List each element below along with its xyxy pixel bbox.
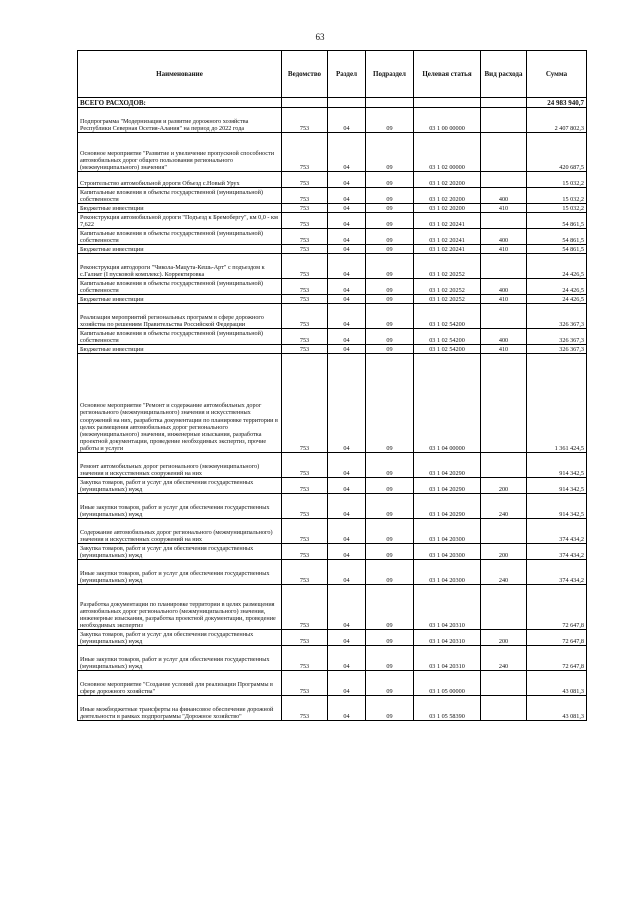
row-expense-type: 200 bbox=[481, 544, 527, 560]
row-expense-type bbox=[481, 133, 527, 172]
row-sum: 24 426,5 bbox=[527, 279, 587, 295]
table-row bbox=[78, 345, 587, 354]
total-sum: 24 983 940,7 bbox=[527, 98, 587, 108]
row-ved: 753 bbox=[282, 544, 328, 560]
row-target: 03 1 02 20200 bbox=[414, 204, 481, 213]
row-podrazdel: 09 bbox=[366, 229, 414, 245]
row-ved: 753 bbox=[282, 188, 328, 204]
row-sum: 54 861,5 bbox=[527, 213, 587, 229]
table-row bbox=[78, 295, 587, 304]
col-header-podrazdel: Подраздел bbox=[366, 51, 414, 98]
row-ved: 753 bbox=[282, 354, 328, 453]
table-row bbox=[78, 354, 587, 453]
table-row bbox=[78, 519, 587, 544]
row-name: Иные закупки товаров, работ и услуг для обеспечения государственных (муниципальных) нужд bbox=[78, 560, 282, 585]
row-target: 03 1 04 20300 bbox=[414, 519, 481, 544]
row-ved: 753 bbox=[282, 453, 328, 478]
row-expense-type bbox=[481, 108, 527, 133]
row-sum: 24 426,5 bbox=[527, 254, 587, 279]
table-row bbox=[78, 453, 587, 478]
row-podrazdel: 09 bbox=[366, 494, 414, 519]
row-razdel: 04 bbox=[328, 494, 366, 519]
row-razdel: 04 bbox=[328, 329, 366, 345]
row-podrazdel: 09 bbox=[366, 329, 414, 345]
table-row bbox=[78, 478, 587, 494]
row-name: Капитальные вложения в объекты государственной (муниципальной) собственности bbox=[78, 229, 282, 245]
row-razdel: 04 bbox=[328, 560, 366, 585]
row-ved: 753 bbox=[282, 245, 328, 254]
row-target: 03 1 04 20290 bbox=[414, 478, 481, 494]
row-ved: 753 bbox=[282, 519, 328, 544]
row-razdel: 04 bbox=[328, 229, 366, 245]
row-target: 03 1 02 20252 bbox=[414, 279, 481, 295]
table-row bbox=[78, 108, 587, 133]
row-name: Закупка товаров, работ и услуг для обеспечения государственных (муниципальных) нужд bbox=[78, 478, 282, 494]
row-podrazdel: 09 bbox=[366, 213, 414, 229]
row-podrazdel: 09 bbox=[366, 133, 414, 172]
table-row bbox=[78, 254, 587, 279]
row-name: Бюджетные инвестиции bbox=[78, 345, 282, 354]
table-row bbox=[78, 646, 587, 671]
row-podrazdel: 09 bbox=[366, 544, 414, 560]
row-sum: 326 367,3 bbox=[527, 329, 587, 345]
row-expense-type: 200 bbox=[481, 630, 527, 646]
row-sum: 72 647,8 bbox=[527, 585, 587, 630]
row-sum: 43 081,3 bbox=[527, 671, 587, 696]
table-row bbox=[78, 133, 587, 172]
row-expense-type: 400 bbox=[481, 279, 527, 295]
row-expense-type: 410 bbox=[481, 245, 527, 254]
row-target: 03 1 04 00000 bbox=[414, 354, 481, 453]
row-razdel: 04 bbox=[328, 671, 366, 696]
table-row bbox=[78, 544, 587, 560]
row-razdel: 04 bbox=[328, 133, 366, 172]
table-row bbox=[78, 304, 587, 329]
table-row bbox=[78, 204, 587, 213]
row-target: 03 1 02 20252 bbox=[414, 295, 481, 304]
row-name: Строительство автомобильной дороги Объезд с.Новый Урух bbox=[78, 172, 282, 188]
row-target: 03 1 04 20310 bbox=[414, 630, 481, 646]
row-sum: 54 861,5 bbox=[527, 229, 587, 245]
row-razdel: 04 bbox=[328, 108, 366, 133]
table-row bbox=[78, 560, 587, 585]
row-podrazdel: 09 bbox=[366, 646, 414, 671]
col-header-razdel: Раздел bbox=[328, 51, 366, 98]
row-ved: 753 bbox=[282, 133, 328, 172]
table-row bbox=[78, 630, 587, 646]
row-ved: 753 bbox=[282, 494, 328, 519]
row-target: 03 1 02 00000 bbox=[414, 133, 481, 172]
row-sum: 914 342,5 bbox=[527, 453, 587, 478]
row-target: 03 1 02 20200 bbox=[414, 188, 481, 204]
expenditure-table bbox=[77, 50, 587, 721]
table-row bbox=[78, 494, 587, 519]
row-podrazdel: 09 bbox=[366, 304, 414, 329]
row-expense-type: 400 bbox=[481, 229, 527, 245]
row-expense-type: 410 bbox=[481, 295, 527, 304]
row-name: Бюджетные инвестиции bbox=[78, 295, 282, 304]
row-podrazdel: 09 bbox=[366, 108, 414, 133]
row-expense-type bbox=[481, 671, 527, 696]
row-expense-type bbox=[481, 519, 527, 544]
row-ved: 753 bbox=[282, 204, 328, 213]
row-podrazdel: 09 bbox=[366, 295, 414, 304]
table-row bbox=[78, 585, 587, 630]
row-razdel: 04 bbox=[328, 204, 366, 213]
row-podrazdel: 09 bbox=[366, 519, 414, 544]
row-razdel: 04 bbox=[328, 188, 366, 204]
table-row bbox=[78, 245, 587, 254]
table-row bbox=[78, 229, 587, 245]
row-target: 03 1 02 20200 bbox=[414, 172, 481, 188]
row-sum: 374 434,2 bbox=[527, 560, 587, 585]
row-sum: 1 361 424,5 bbox=[527, 354, 587, 453]
col-header-target: Целевая статья bbox=[414, 51, 481, 98]
row-podrazdel: 09 bbox=[366, 188, 414, 204]
row-name: Реализация мероприятий региональных программ в сфере дорожного хозяйства по решениям Правительства Российской Федерации bbox=[78, 304, 282, 329]
row-expense-type bbox=[481, 213, 527, 229]
row-target: 03 1 05 00000 bbox=[414, 671, 481, 696]
row-sum: 326 367,3 bbox=[527, 304, 587, 329]
table-row bbox=[78, 671, 587, 696]
row-target: 03 1 00 00000 bbox=[414, 108, 481, 133]
row-podrazdel: 09 bbox=[366, 345, 414, 354]
row-razdel: 04 bbox=[328, 172, 366, 188]
row-expense-type: 410 bbox=[481, 345, 527, 354]
row-podrazdel: 09 bbox=[366, 671, 414, 696]
row-name: Закупка товаров, работ и услуг для обеспечения государственных (муниципальных) нужд bbox=[78, 544, 282, 560]
total-row bbox=[78, 98, 587, 108]
row-razdel: 04 bbox=[328, 453, 366, 478]
row-razdel: 04 bbox=[328, 478, 366, 494]
row-name: Реконструкция автомобильной дороги "Подъезд к Бремобергу", км 0,0 - км 7,622 bbox=[78, 213, 282, 229]
row-expense-type: 240 bbox=[481, 560, 527, 585]
row-name: Иные межбюджетные трансферты на финансовое обеспечение дорожной деятельности в рамках подпрограммы "Дорожное хозяйство" bbox=[78, 696, 282, 721]
row-sum: 15 032,2 bbox=[527, 172, 587, 188]
row-expense-type bbox=[481, 453, 527, 478]
row-sum: 72 647,8 bbox=[527, 646, 587, 671]
row-podrazdel: 09 bbox=[366, 245, 414, 254]
row-name: Основное мероприятие "Развитие и увеличение пропускной способности автомобильных дорог общего пользования регионального (межмуниципального) значения" bbox=[78, 133, 282, 172]
row-name: Иные закупки товаров, работ и услуг для обеспечения государственных (муниципальных) нужд bbox=[78, 494, 282, 519]
row-razdel: 04 bbox=[328, 245, 366, 254]
row-expense-type: 200 bbox=[481, 478, 527, 494]
row-name: Содержание автомобильных дорог регионального (межмуниципального) значения и искусственных сооружений на них bbox=[78, 519, 282, 544]
table-row bbox=[78, 172, 587, 188]
row-podrazdel: 09 bbox=[366, 172, 414, 188]
row-name: Ремонт автомобильных дорог регионального (межмуниципального) значения и искусственных сооружений на них bbox=[78, 453, 282, 478]
row-expense-type bbox=[481, 696, 527, 721]
row-sum: 374 434,2 bbox=[527, 544, 587, 560]
col-header-expense-type: Вид расхода bbox=[481, 51, 527, 98]
table-row bbox=[78, 696, 587, 721]
row-ved: 753 bbox=[282, 108, 328, 133]
row-sum: 420 687,5 bbox=[527, 133, 587, 172]
row-name: Бюджетные инвестиции bbox=[78, 245, 282, 254]
row-expense-type bbox=[481, 304, 527, 329]
row-podrazdel: 09 bbox=[366, 630, 414, 646]
row-sum: 374 434,2 bbox=[527, 519, 587, 544]
table-row bbox=[78, 279, 587, 295]
row-razdel: 04 bbox=[328, 354, 366, 453]
row-sum: 24 426,5 bbox=[527, 295, 587, 304]
row-sum: 54 861,5 bbox=[527, 245, 587, 254]
row-razdel: 04 bbox=[328, 630, 366, 646]
row-ved: 753 bbox=[282, 172, 328, 188]
row-name: Реконструкция автодороги "Чиколa-Мацута-Кешь-Арт" с подъездом к с.Галиат (I пусковой комплекс). Корректировка bbox=[78, 254, 282, 279]
row-sum: 43 081,3 bbox=[527, 696, 587, 721]
row-sum: 914 342,5 bbox=[527, 478, 587, 494]
row-razdel: 04 bbox=[328, 254, 366, 279]
row-ved: 753 bbox=[282, 560, 328, 585]
row-expense-type bbox=[481, 585, 527, 630]
row-name: Иные закупки товаров, работ и услуг для обеспечения государственных (муниципальных) нужд bbox=[78, 646, 282, 671]
row-podrazdel: 09 bbox=[366, 453, 414, 478]
row-expense-type: 240 bbox=[481, 494, 527, 519]
row-target: 03 1 02 20252 bbox=[414, 254, 481, 279]
row-ved: 753 bbox=[282, 345, 328, 354]
row-expense-type bbox=[481, 354, 527, 453]
row-ved: 753 bbox=[282, 254, 328, 279]
row-name: Капитальные вложения в объекты государственной (муниципальной) собственности bbox=[78, 279, 282, 295]
row-target: 03 1 02 20241 bbox=[414, 245, 481, 254]
col-header-sum: Сумма bbox=[527, 51, 587, 98]
row-expense-type bbox=[481, 254, 527, 279]
row-razdel: 04 bbox=[328, 295, 366, 304]
row-podrazdel: 09 bbox=[366, 354, 414, 453]
row-target: 03 1 02 20241 bbox=[414, 229, 481, 245]
row-name: Разработка документации по планировке территории в целях размещения автомобильных дорог регионального (межмуниципального) значения, инженерные изыскания, разработка проектной документации, проведение необходимых экспертиз bbox=[78, 585, 282, 630]
row-target: 03 1 04 20290 bbox=[414, 494, 481, 519]
row-target: 03 1 05 58390 bbox=[414, 696, 481, 721]
row-name: Капитальные вложения в объекты государственной (муниципальной) собственности bbox=[78, 329, 282, 345]
row-ved: 753 bbox=[282, 646, 328, 671]
row-podrazdel: 09 bbox=[366, 478, 414, 494]
row-name: Основное мероприятие "Ремонт и содержание автомобильных дорог регионального (межмуниципального) значения и искусственных сооружений на них, разработка документации по планировке территории в целях размещения автомобильных дорог регионального (межмуниципального) значения, инженерные изыскания, разработка проектной документации, проведение необходимых экспертиз, прочие работы и услуги bbox=[78, 354, 282, 453]
row-target: 03 1 02 54200 bbox=[414, 345, 481, 354]
row-name: Бюджетные инвестиции bbox=[78, 204, 282, 213]
page-number: 63 bbox=[315, 32, 325, 42]
table-header-row bbox=[78, 51, 587, 98]
row-razdel: 04 bbox=[328, 646, 366, 671]
row-expense-type: 410 bbox=[481, 204, 527, 213]
row-expense-type: 400 bbox=[481, 188, 527, 204]
row-target: 03 1 04 20290 bbox=[414, 453, 481, 478]
row-ved: 753 bbox=[282, 329, 328, 345]
row-razdel: 04 bbox=[328, 345, 366, 354]
row-podrazdel: 09 bbox=[366, 585, 414, 630]
row-podrazdel: 09 bbox=[366, 254, 414, 279]
row-sum: 15 032,2 bbox=[527, 204, 587, 213]
row-ved: 753 bbox=[282, 630, 328, 646]
row-ved: 753 bbox=[282, 585, 328, 630]
row-ved: 753 bbox=[282, 671, 328, 696]
row-razdel: 04 bbox=[328, 585, 366, 630]
row-ved: 753 bbox=[282, 304, 328, 329]
row-name: Капитальные вложения в объекты государственной (муниципальной) собственности bbox=[78, 188, 282, 204]
row-ved: 753 bbox=[282, 279, 328, 295]
table-row bbox=[78, 329, 587, 345]
row-podrazdel: 09 bbox=[366, 204, 414, 213]
table-row bbox=[78, 188, 587, 204]
row-sum: 15 032,2 bbox=[527, 188, 587, 204]
row-razdel: 04 bbox=[328, 279, 366, 295]
row-expense-type: 240 bbox=[481, 646, 527, 671]
row-target: 03 1 02 20241 bbox=[414, 213, 481, 229]
row-expense-type: 400 bbox=[481, 329, 527, 345]
col-header-ved: Ведомство bbox=[282, 51, 328, 98]
row-target: 03 1 02 54200 bbox=[414, 329, 481, 345]
table-row bbox=[78, 213, 587, 229]
row-target: 03 1 04 20310 bbox=[414, 646, 481, 671]
row-name: Закупка товаров, работ и услуг для обеспечения государственных (муниципальных) нужд bbox=[78, 630, 282, 646]
row-podrazdel: 09 bbox=[366, 696, 414, 721]
row-name: Основное мероприятие "Создание условий для реализации Программы в сфере дорожного хозяйства" bbox=[78, 671, 282, 696]
row-razdel: 04 bbox=[328, 696, 366, 721]
row-sum: 326 367,3 bbox=[527, 345, 587, 354]
row-ved: 753 bbox=[282, 229, 328, 245]
row-expense-type bbox=[481, 172, 527, 188]
row-target: 03 1 04 20300 bbox=[414, 544, 481, 560]
row-podrazdel: 09 bbox=[366, 279, 414, 295]
row-sum: 2 407 802,3 bbox=[527, 108, 587, 133]
row-ved: 753 bbox=[282, 213, 328, 229]
row-razdel: 04 bbox=[328, 213, 366, 229]
row-razdel: 04 bbox=[328, 544, 366, 560]
total-label: ВСЕГО РАСХОДОВ: bbox=[78, 98, 282, 108]
row-podrazdel: 09 bbox=[366, 560, 414, 585]
row-sum: 72 647,8 bbox=[527, 630, 587, 646]
row-ved: 753 bbox=[282, 295, 328, 304]
col-header-name: Наименование bbox=[78, 51, 282, 98]
row-target: 03 1 02 54200 bbox=[414, 304, 481, 329]
row-name: Подпрограмма "Модернизация и развитие дорожного хозяйства Республики Северная Осетия-Алания" на период до 2022 года bbox=[78, 108, 282, 133]
row-ved: 753 bbox=[282, 478, 328, 494]
row-target: 03 1 04 20310 bbox=[414, 585, 481, 630]
row-razdel: 04 bbox=[328, 519, 366, 544]
row-razdel: 04 bbox=[328, 304, 366, 329]
row-ved: 753 bbox=[282, 696, 328, 721]
row-sum: 914 342,5 bbox=[527, 494, 587, 519]
row-target: 03 1 04 20300 bbox=[414, 560, 481, 585]
